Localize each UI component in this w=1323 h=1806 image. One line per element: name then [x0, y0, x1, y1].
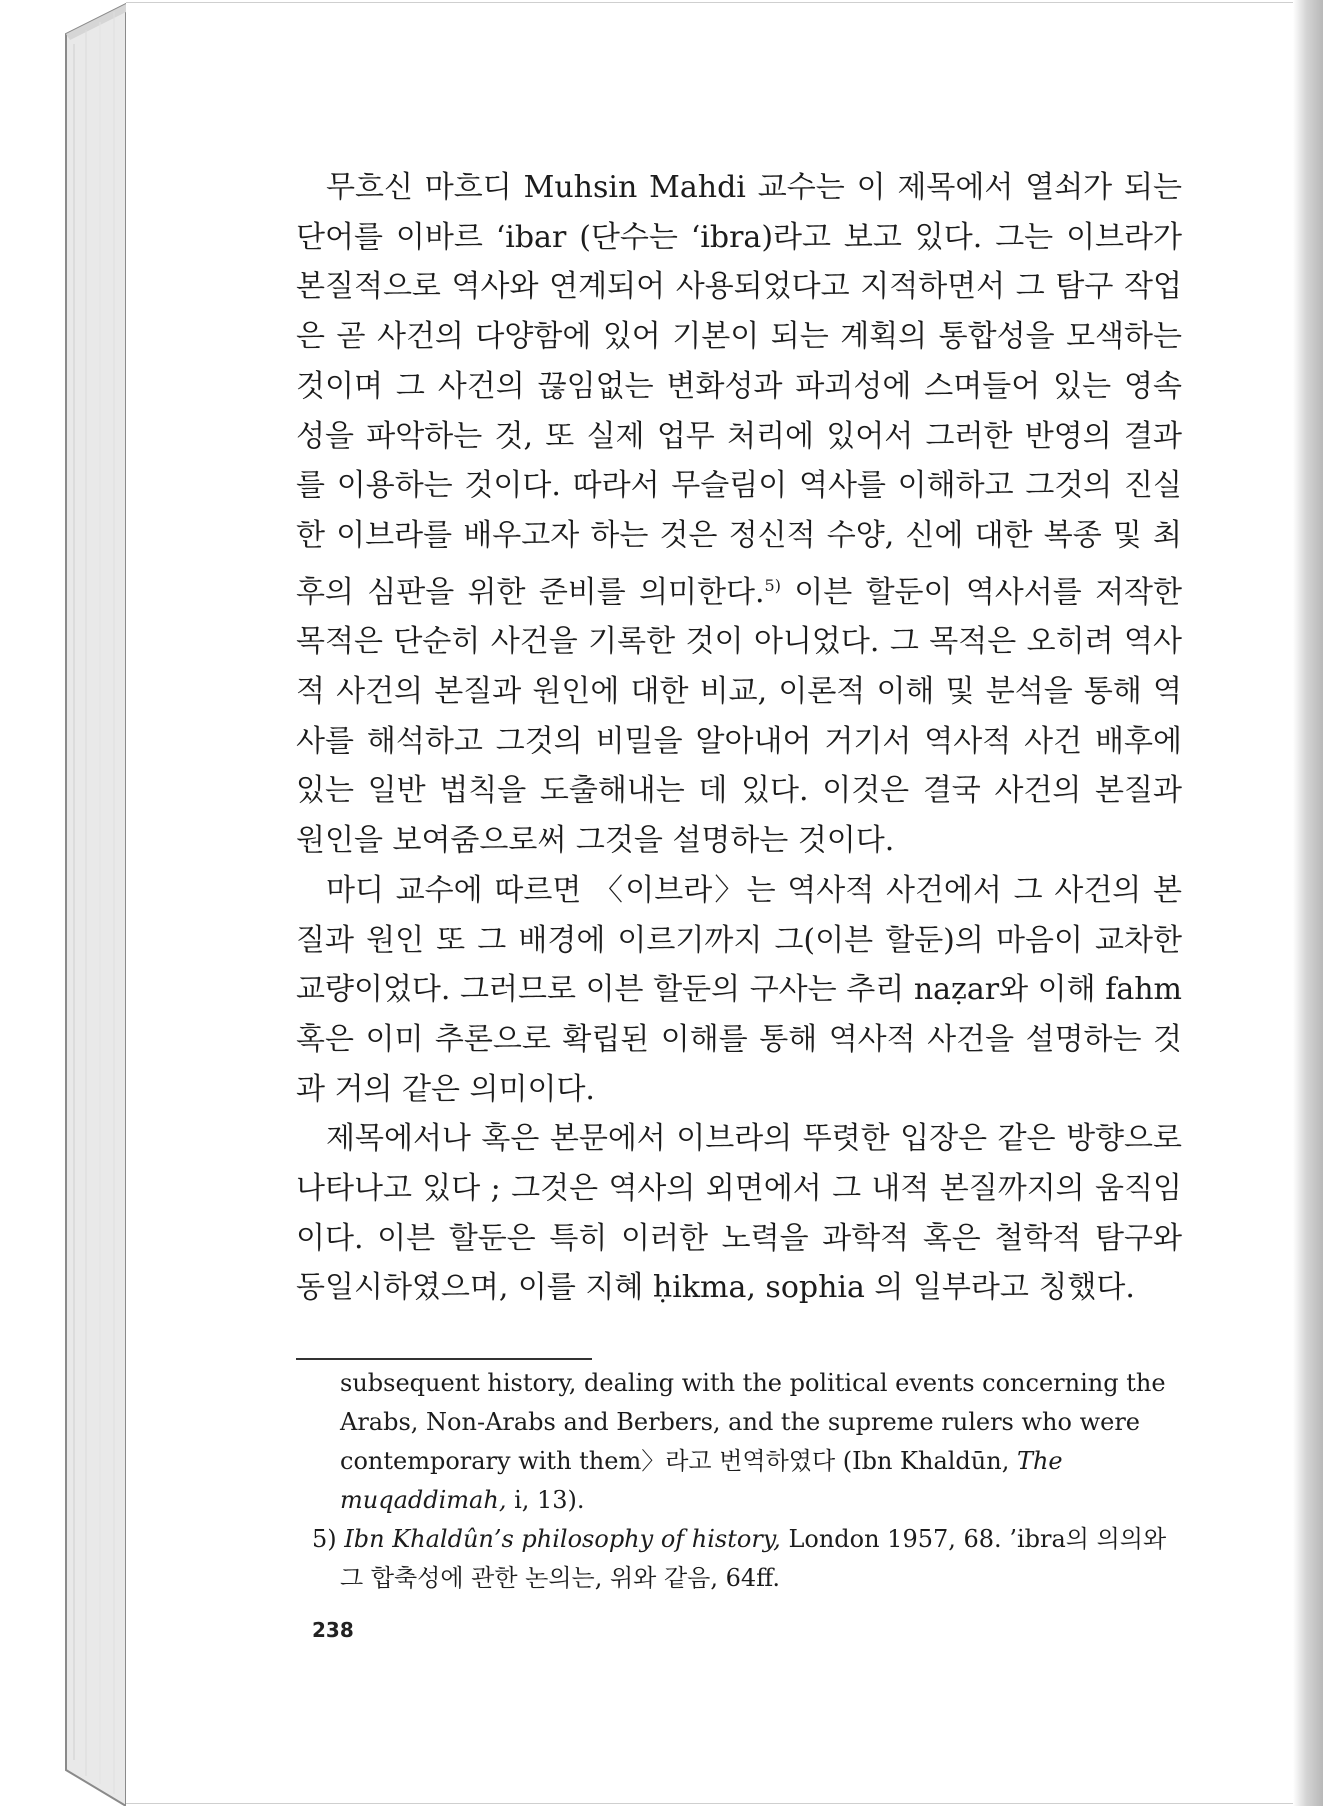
footnote-5	[296, 1520, 1182, 1598]
paragraph-2: 마디 교수에 따르면 〈이브라〉는 역사적 사건에서 그 사건의 본질과 원인 또 그 배경에 이르기까지 그(이븐 할둔)의 마음이 교차한 교량이었다. 그러므로 이븐 할둔의 구사는 추리 naẓar와 이해 fahm 혹은 이미 추론으로 확립된 이해를 통해 역사적 사건을 설명하는 것과 거의 같은 의미이다.	[296, 872, 1182, 1107]
footnote-5-number: 5)	[312, 1525, 337, 1553]
page-number: 238	[312, 1618, 354, 1642]
footnote-ref-5: 5)	[764, 575, 781, 595]
footnote-continuation-text: subsequent history, dealing with the political events concerning the Arabs, Non-Arabs and Berbers, and the supreme rulers who were contemporary with them〉라고 번역하였다 (Ibn Khaldūn,	[340, 1369, 1166, 1475]
page-top-edge	[126, 2, 1316, 3]
footnote-continuation-end: i, 13).	[506, 1486, 585, 1514]
paragraph-1	[296, 163, 1182, 866]
paragraph-1-text: 무흐신 마흐디 Muhsin Mahdi 교수는 이 제목에서 열쇠가 되는 단어를 이바르 ‘ibar (단수는 ‘ibra)라고 보고 있다. 그는 이브라가 본질적으로 역사와 연계되어 사용되었다고 지적하면서 그 탐구 작업은 곧 사건의 다양함에 있어 기본이 되는 계획의 통합성을 모색하는 것이며 그 사건의 끊임없는 변화성과 파괴성에 스며들어 있는 영속성을 파악하는 것, 또 실제 업무 처리에 있어서 그러한 반영의 결과를 이용하는 것이다. 따라서 무슬림이 역사를 이해하고 그것의 진실한 이브라를 배우고자 하는 것은 정신적 수양, 신에 대한 복종 및 최후의 심판을 위한 준비를 의미한다.	[296, 170, 1182, 610]
paragraph-1-tail: 이븐 할둔이 역사서를 저작한 목적은 단순히 사건을 기록한 것이 아니었다. 그 목적은 오히려 역사적 사건의 본질과 원인에 대한 비교, 이론적 이해 및 분석을 통해 역사를 해석하고 그것의 비밀을 알아내어 거기서 역사적 사건 배후에 있는 일반 법칙을 도출해내는 데 있다. 이것은 결국 사건의 본질과 원인을 보여줌으로써 그것을 설명하는 것이다.	[296, 574, 1183, 859]
footnote-continuation	[296, 1364, 1182, 1520]
footnotes	[296, 1364, 1182, 1598]
page-bottom-edge	[126, 1803, 1316, 1804]
footnote-5-title: Ibn Khaldûn’s philosophy of history,	[344, 1525, 781, 1553]
footnote-5-text: London 1957, 68. ’ibra의 의의와 그 합축성에 관한 논의는, 위와 같음, 64ff.	[340, 1525, 1167, 1592]
page-edge-shadow	[1293, 0, 1323, 1806]
body-text	[296, 163, 1182, 1313]
paragraph-3: 제목에서나 혹은 본문에서 이브라의 뚜렷한 입장은 같은 방향으로 나타나고 있다 ; 그것은 역사의 외면에서 그 내적 본질까지의 움직임이다. 이븐 할둔은 특히 이러한 노력을 과학적 혹은 철학적 탐구와 동일시하였으며, 이를 지혜 ḥikma, sophia 의 일부라고 칭했다.	[296, 1121, 1182, 1306]
footnote-divider	[296, 1358, 592, 1360]
footnote-continuation-title: The muqaddimah,	[340, 1447, 1063, 1514]
